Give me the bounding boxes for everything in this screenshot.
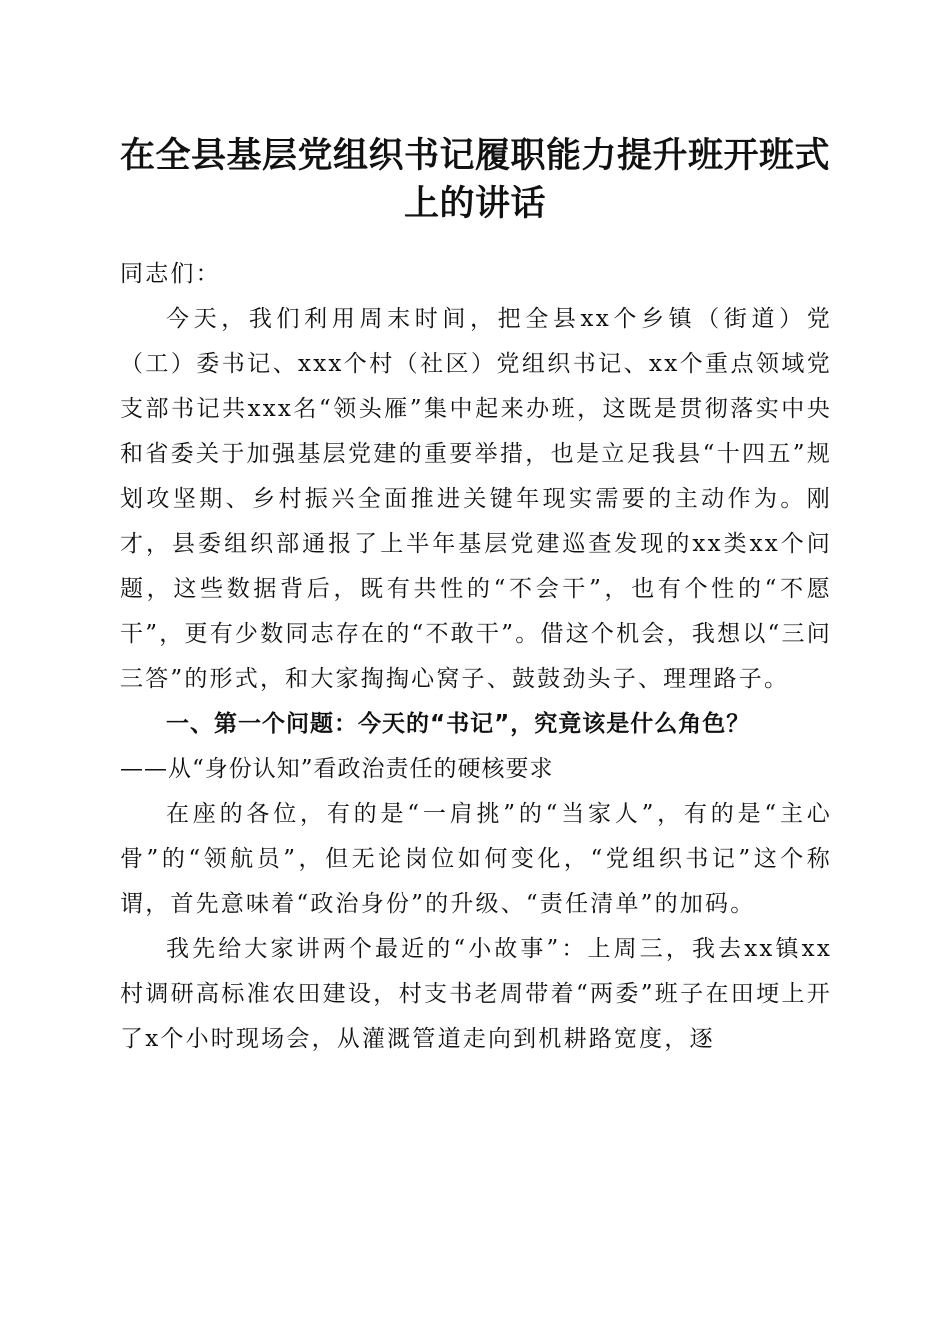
document-title [100, 132, 850, 228]
title-line-1: 在全县基层党组织书记履职能力提升班开班式 [119, 135, 830, 176]
salutation: 同志们： [120, 261, 221, 287]
section-heading-1: 一、第一个问题：今天的“书记”，究竟该是什么角色？ [166, 711, 751, 737]
title-line-2: 上的讲话 [403, 183, 546, 224]
paragraph-role: 在座的各位，有的是“一肩挑”的“当家人”，有的是“主心骨”的“领航员”，但无论岗位如何变化，“党组织书记”这个称谓，首先意味着“政治身份”的升级、“责任清单”的加码。 [120, 801, 832, 917]
section-subheading-1: ——从“身份认知”看政治责任的硬核要求 [120, 756, 554, 782]
paragraph-story: 我先给大家讲两个最近的“小故事”：上周三，我去xx镇xx村调研高标准农田建设，村支书老周带着“两委”班子在田埂上开了x个小时现场会，从灌溉管道走向到机耕路宽度，逐 [120, 936, 832, 1052]
document-body [120, 252, 832, 1062]
paragraph-intro: 今天，我们利用周末时间，把全县xx个乡镇（街道）党（工）委书记、xxx个村（社区）党组织书记、xx个重点领域党支部书记共xxx名“领头雁”集中起来办班，这既是贯彻落实中央和省委关于加强基层党建的重要举措，也是立足我县“十四五”规划攻坚期、乡村振兴全面推进关键年现实需要的主动作为。刚才，县委组织部通报了上半年基层党建巡查发现的xx类xx个问题，这些数据背后，既有共性的“不会干”，也有个性的“不愿干”，更有少数同志存在的“不敢干”。借这个机会，我想以“三问三答”的形式，和大家掏掏心窝子、鼓鼓劲头子、理理路子。 [120, 306, 832, 692]
